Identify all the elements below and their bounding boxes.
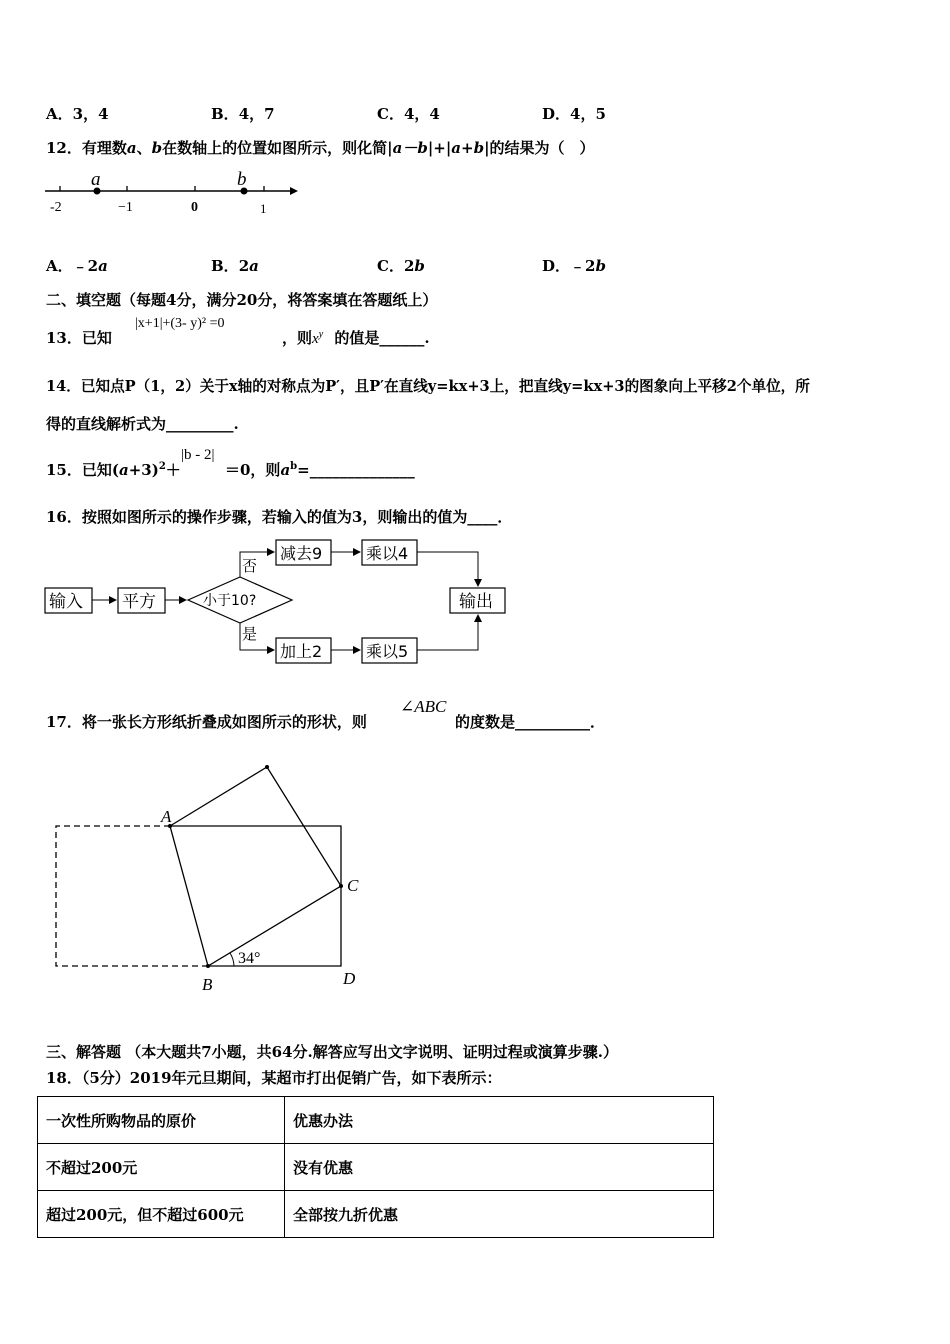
fold-figure — [50, 760, 380, 1000]
q11-option-a: A．3，4 — [46, 105, 109, 123]
table-row — [38, 1097, 714, 1144]
q15-tail: ＝0，则$a^b=\_\_\_\_\_\_\_\_\_\_\_\_\_\_$ — [225, 461, 415, 479]
flow-no-label: 否 — [242, 557, 258, 575]
table-cell: 优惠办法 — [285, 1097, 714, 1144]
q15-abs-formula: |b - 2| — [181, 447, 215, 463]
flow-yes-label: 是 — [242, 625, 258, 643]
section-3-heading: 三、解答题 （本大题共7小题，共64分.解答应写出文字说明、证明过程或演算步骤.） — [46, 1043, 618, 1061]
q17-stem-lead: 17．将一张长方形纸折叠成如图所示的形状，则 — [46, 713, 367, 731]
q14-line2: 得的直线解析式为_________. — [46, 415, 239, 433]
table-row — [38, 1144, 714, 1191]
q11-option-c: C．4，4 — [377, 105, 440, 123]
label-A: A — [161, 807, 172, 826]
flow-multiply4-label: 乘以4 — [366, 544, 409, 563]
q12-option-b: B．2a — [211, 257, 259, 275]
flow-square-label: 平方 — [122, 592, 156, 612]
label-D: D — [343, 969, 356, 988]
label-b: b — [237, 169, 247, 190]
table-row — [38, 1191, 714, 1238]
flow-input-label: 输入 — [49, 592, 83, 612]
tick-label-0: 0 — [191, 200, 198, 215]
flow-output-label: 输出 — [459, 592, 493, 612]
q11-option-d: D．4，5 — [542, 105, 606, 123]
q12-option-a: A．﹣2a — [46, 257, 108, 275]
q18-stem: 18．（5分）2019年元旦期间，某超市打出促销广告，如下表所示： — [46, 1069, 502, 1087]
q12-stem: 12．有理数a、b在数轴上的位置如图所示，则化简|a－b|+|a+b|的结果为（ ） — [46, 139, 595, 157]
tick-label-neg2: -2 — [50, 200, 62, 215]
q11-option-b: B．4，7 — [211, 105, 275, 123]
tick-label-1: 1 — [260, 201, 267, 216]
label-C: C — [347, 876, 359, 895]
q13-formula: |x+1|+(3- y)² =0 — [135, 316, 225, 331]
label-B: B — [202, 975, 213, 994]
q16-stem: 16．按照如图所示的操作步骤，若输入的值为3，则输出的值为____． — [46, 508, 513, 526]
q14-line1: 14．已知点P（1，2）关于x轴的对称点为P′，且P′在直线y=kx+3上，把直线y=kx+3的图象向上平移2个单位，所 — [46, 378, 810, 395]
flow-decision-label: 小于10? — [203, 593, 257, 609]
label-a: a — [91, 169, 101, 190]
flow-subtract9-label: 减去9 — [280, 544, 323, 563]
table-cell: 全部按九折优惠 — [285, 1191, 714, 1238]
tick-label-neg1: −1 — [118, 200, 133, 215]
table-cell: 没有优惠 — [285, 1144, 714, 1191]
q15-stem: 15．已知$(a+3)^2+$ — [46, 461, 181, 479]
q12-option-d: D．﹣2b — [542, 257, 606, 275]
q13-tail: ，则$x^y$ 的值是______. — [282, 329, 430, 347]
angle-34-label: 34° — [238, 950, 261, 967]
table-cell: 超过200元，但不超过600元 — [38, 1191, 285, 1238]
q12-option-c: C．2b — [377, 257, 425, 275]
flowchart — [40, 535, 520, 670]
table-cell: 不超过200元 — [38, 1144, 285, 1191]
q17-angle: ∠ABC — [400, 697, 447, 716]
section-2-heading: 二、填空题（每题4分，满分20分，将答案填在答题纸上） — [46, 291, 438, 309]
promotion-table — [37, 1096, 714, 1238]
number-line — [40, 165, 310, 220]
flow-multiply5-label: 乘以5 — [366, 642, 409, 661]
q17-stem-tail: 的度数是__________． — [455, 713, 606, 731]
table-cell: 一次性所购物品的原价 — [38, 1097, 285, 1144]
q13-stem: 13．已知 — [46, 329, 112, 347]
flow-add2-label: 加上2 — [280, 642, 323, 661]
